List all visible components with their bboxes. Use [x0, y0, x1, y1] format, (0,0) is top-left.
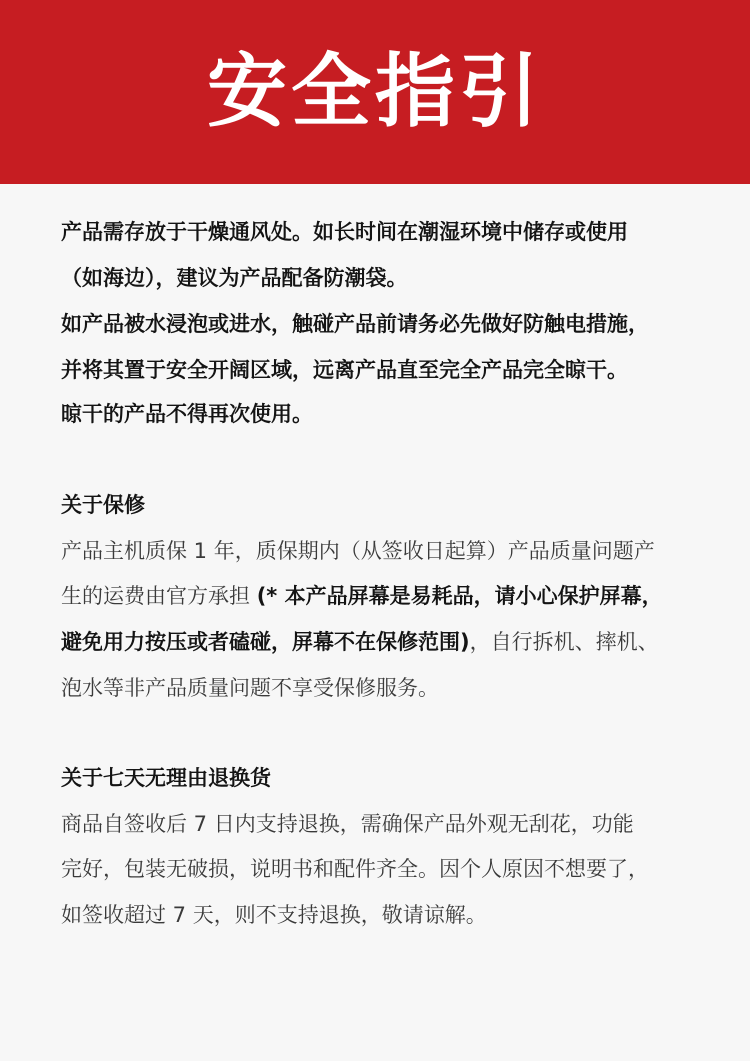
warranty-line-1: 产品主机质保 1 年，质保期内（从签收日起算）产品质量问题产 — [61, 539, 655, 563]
safety-line-2: （如海边），建议为产品配备防潮袋。 — [61, 266, 408, 290]
warranty-screen-note-cont: 避免用力按压或者磕碰，屏幕不在保修范围) — [61, 630, 470, 654]
safety-line-1: 产品需存放于干燥通风处。如长时间在潮湿环境中储存或使用 — [61, 220, 628, 244]
warranty-line-2 — [61, 586, 663, 607]
returns-line-2: 完好，包装无破损，说明书和配件齐全。因个人原因不想要了， — [61, 857, 649, 881]
warranty-line-4: 泡水等非产品质量问题不享受保修服务。 — [61, 676, 439, 700]
safety-line-3: 如产品被水浸泡或进水，触碰产品前请务必先做好防触电措施， — [61, 312, 649, 336]
warranty-line-3-text: ，自行拆机、摔机、 — [469, 630, 659, 654]
title-banner — [0, 0, 750, 184]
safety-line-4: 并将其置于安全开阔区域，远离产品直至完全产品完全晾干。 — [61, 358, 628, 382]
page-title: 安全指引 — [207, 45, 543, 138]
warranty-line-3 — [61, 632, 659, 653]
warranty-screen-note: (* 本产品屏幕是易耗品，请小心保护屏幕， — [256, 584, 663, 608]
warranty-line-2-text: 生的运费由官方承担 — [61, 584, 257, 608]
warranty-heading: 关于保修 — [61, 493, 145, 517]
safety-line-5: 晾干的产品不得再次使用。 — [61, 402, 313, 426]
returns-line-1: 商品自签收后 7 日内支持退换，需确保产品外观无刮花，功能 — [61, 812, 634, 836]
returns-line-3: 如签收超过 7 天，则不支持退换，敬请谅解。 — [61, 903, 487, 927]
returns-heading: 关于七天无理由退换货 — [61, 766, 271, 790]
